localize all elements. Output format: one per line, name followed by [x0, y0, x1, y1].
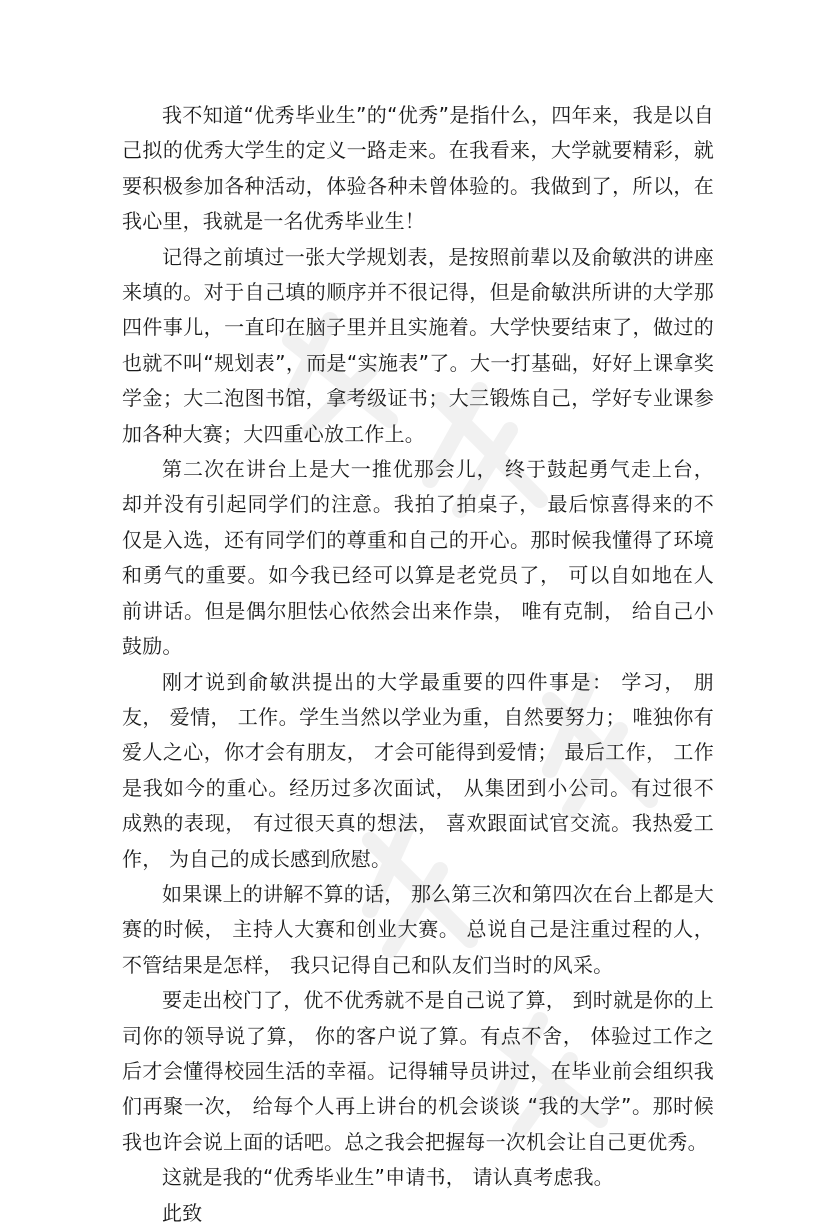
paragraph: 这就是我的“优秀毕业生”申请书， 请认真考虑我。: [162, 1165, 614, 1190]
paragraph: 第二次在讲台上是大一推优那会儿， 终于鼓起勇气走上台， 却并没有引起同学们的注意。我拍了拍桌子， 最后惊喜得来的不仅是入选，还有同学们的尊重和自己的开心。那时候我懂得了环境和勇气的重要。如今我已经可以算是老党员了， 可以自如地在人前讲话。但是偶尔胆怯心依然会出来作祟， 唯有克制， 给自己小鼓励。: [122, 457, 714, 659]
paragraph: 我不知道“优秀毕业生”的“优秀”是指什么，四年来，我是以自己拟的优秀大学生的定义一路走来。在我看来，大学就要精彩，就要积极参加各种活动，体验各种未曾体验的。我做到了，所以，在我心里，我就是一名优秀毕业生！: [122, 103, 714, 234]
paragraph: 如果课上的讲解不算的话， 那么第三次和第四次在台上都是大赛的时候， 主持人大赛和创业大赛。 总说自己是注重过程的人， 不管结果是怎样， 我只记得自己和队友们当时的风采。: [122, 881, 714, 977]
paragraph: 刚才说到俞敏洪提出的大学最重要的四件事是： 学习， 朋友， 爱情， 工作。学生当然以学业为重，自然要努力； 唯独你有爱人之心，你才会有朋友， 才会可能得到爱情； 最后工作， 工作是我如今的重心。经历过多次面试， 从集团到小公司。有过很不成熟的表现， 有过很天真的想法， 喜欢跟面试官交流。我热爱工作， 为自己的成长感到欣慰。: [122, 669, 714, 871]
application-letter-body: [122, 98, 714, 1231]
paragraph: 记得之前填过一张大学规划表，是按照前辈以及俞敏洪的讲座来填的。对于自己填的顺序并不很记得，但是俞敏洪所讲的大学那四件事儿，一直印在脑子里并且实施着。大学快要结束了，做过的也就不叫“规划表”，而是“实施表”了。大一打基础，好好上课拿奖学金；大二泡图书馆，拿考级证书；大三锻炼自己，学好专业课参加各种大赛；大四重心放工作上。: [122, 244, 714, 446]
paragraph: 要走出校门了，优不优秀就不是自己说了算， 到时就是你的上司你的领导说了算， 你的客户说了算。有点不舍， 体验过工作之后才会懂得校园生活的幸福。记得辅导员讲过，在毕业前会组织我们再聚一次， 给每个人再上讲台的机会谈谈 “我的大学”。那时候我也许会说上面的话吧。总之我会把握每一次机会让自己更优秀。: [122, 988, 714, 1154]
closing-salutation: 此致: [162, 1200, 203, 1225]
